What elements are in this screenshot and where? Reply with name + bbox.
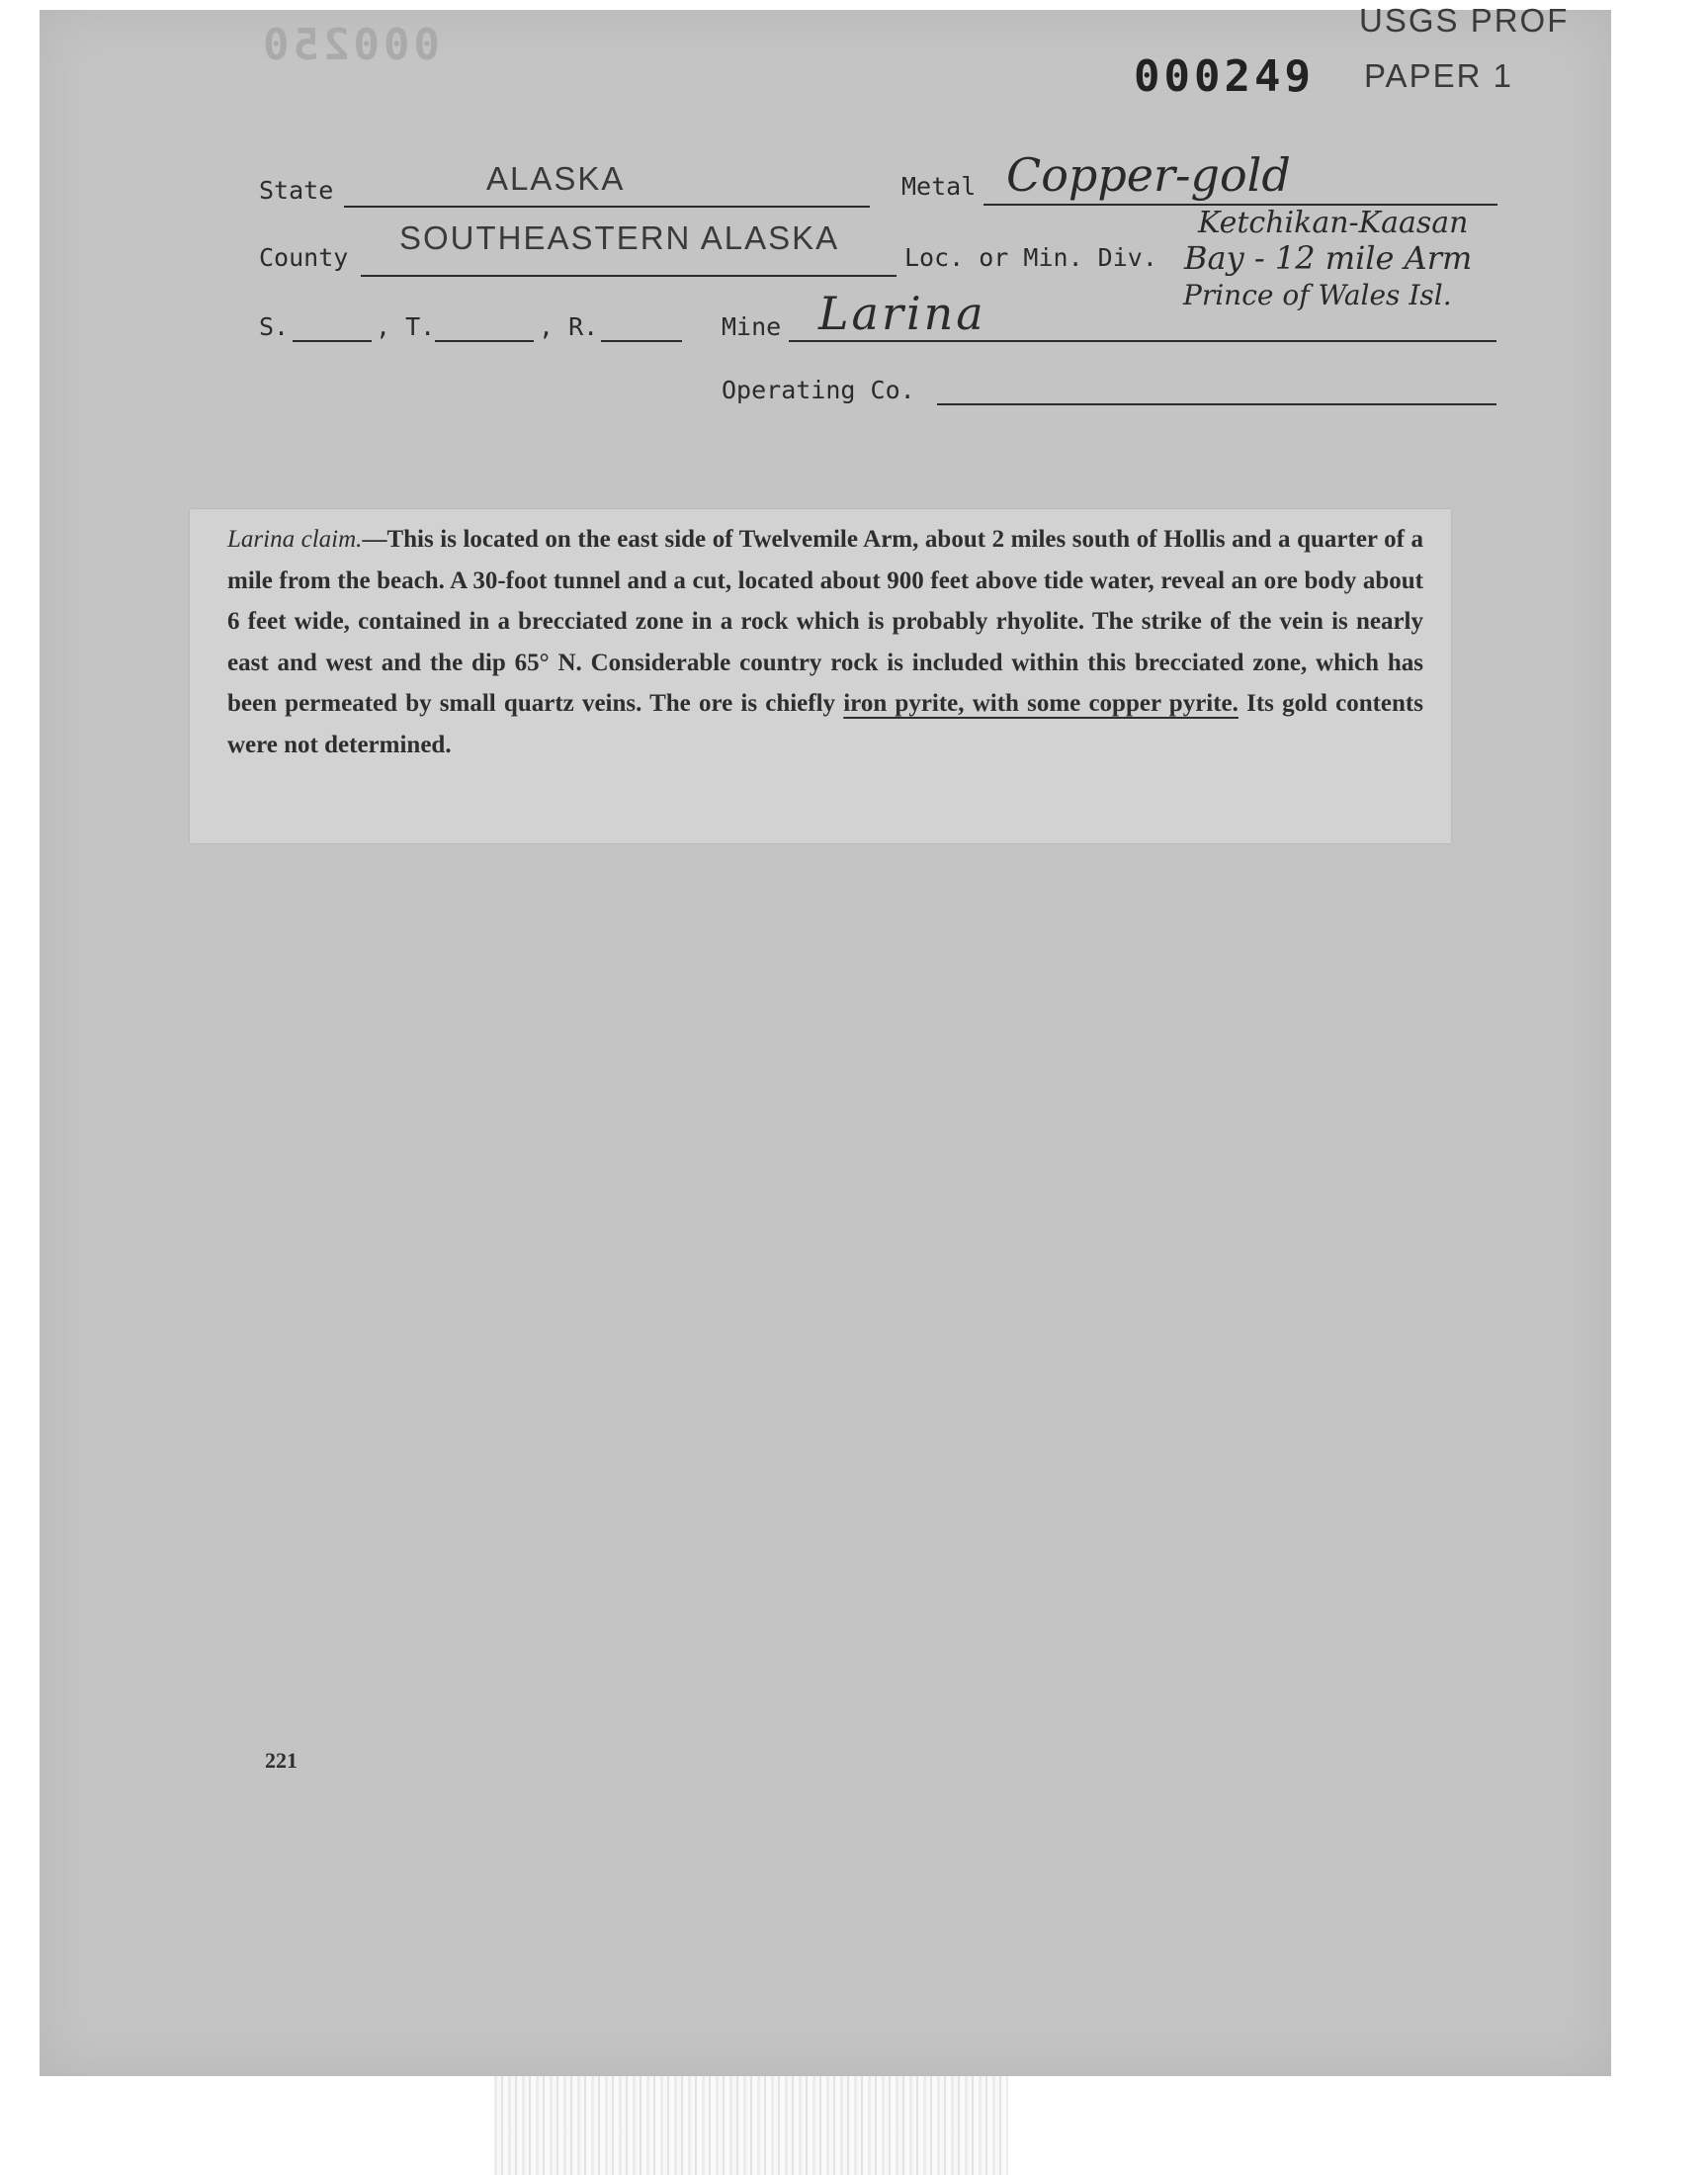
range-underline bbox=[601, 340, 682, 342]
loc-label: Loc. or Min. Div. bbox=[904, 243, 1157, 272]
series-label-line2: PAPER 1 bbox=[1364, 57, 1513, 94]
state-label: State bbox=[259, 176, 334, 205]
clipping-text bbox=[227, 519, 1423, 765]
state-underline bbox=[344, 206, 870, 208]
record-number: 000249 bbox=[1134, 51, 1315, 102]
township-underline bbox=[435, 340, 534, 342]
mine-label: Mine bbox=[722, 312, 782, 341]
series-label: USGS PROF bbox=[1359, 2, 1570, 39]
range-label: , R. bbox=[539, 312, 599, 341]
clipping-lead: Larina claim. bbox=[227, 526, 363, 553]
metal-value: Copper-gold bbox=[1006, 148, 1291, 202]
mine-value: Larina bbox=[818, 287, 986, 340]
loc-value-line2: Bay - 12 mile Arm bbox=[1184, 239, 1473, 277]
report-clipping bbox=[190, 509, 1451, 843]
section-underline bbox=[293, 340, 372, 342]
section-label: S. bbox=[259, 312, 290, 341]
record-card bbox=[40, 2, 1611, 2076]
township-label: , T. bbox=[376, 312, 436, 341]
clipping-body: —This is located on the east side of Twelvemile Arm, about 2 miles south of Hollis and a quarter of a mile from the beach. A 30-foot tunnel and a cut, located about 900 feet above tide water, reveal an ore body about 6 feet wide, contained in a brecciated zone in a rock which is probably rhyolite. The strike of the vein is nearly east and west and the dip 65° N. Considerable country rock is included within this brecciated zone, which has been permeated by small quartz veins. The ore is chiefly bbox=[227, 526, 1423, 717]
clipping-body-end: Its gold contents were not determined. bbox=[227, 690, 1423, 758]
loc-value-line3: Prince of Wales Isl. bbox=[1183, 279, 1452, 311]
mine-underline bbox=[789, 340, 1496, 342]
page-number: 221 bbox=[265, 1748, 298, 1773]
metal-label: Metal bbox=[901, 172, 977, 201]
clipping-underlined-text: iron pyrite, with some copper pyrite. bbox=[843, 690, 1238, 717]
operating-co-label: Operating Co. bbox=[722, 376, 915, 404]
county-underline bbox=[361, 275, 897, 277]
ghost-record-number: 000250 bbox=[259, 20, 440, 70]
county-value: SOUTHEASTERN ALASKA bbox=[399, 219, 840, 256]
operating-co-underline bbox=[937, 403, 1496, 405]
state-value: ALASKA bbox=[486, 160, 626, 197]
loc-value-line1: Ketchikan-Kaasan bbox=[1198, 206, 1469, 240]
county-label: County bbox=[259, 243, 349, 272]
